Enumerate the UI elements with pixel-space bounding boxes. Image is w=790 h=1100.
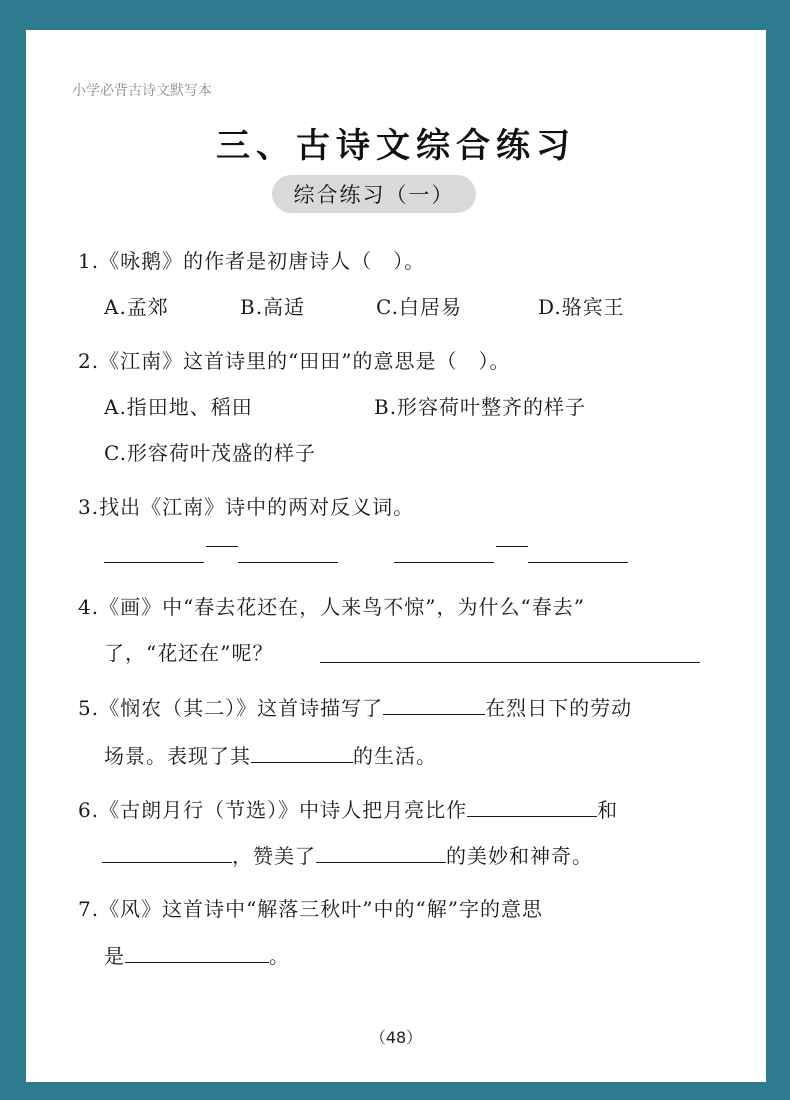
question-6-line-2 [102,842,593,869]
question-7-line-1: 7.《风》这首诗中“解落三秋叶”中的“解”字的意思 [78,897,543,921]
q6-text-3: ，赞美了 [232,844,316,868]
question-3: 3.找出《江南》诗中的两对反义词。 [78,495,415,519]
q5-text-2: 在烈日下的劳动 [485,696,633,720]
q6-text-1: 6.《古朗月行（节选）》中诗人把月亮比作 [78,798,468,822]
q1-option-a: A.孟郊 [104,295,169,319]
book-header: 小学必背古诗文默写本 [72,83,212,99]
question-4-line-1: 4.《画》中“春去花还在，人来鸟不惊”，为什么“春去” [78,595,585,619]
antonym-pair-1-blank-a[interactable] [104,562,204,563]
worksheet-page [26,30,766,1082]
antonym-pair-2-blank-a[interactable] [394,562,494,563]
q2-option-c: C.形容荷叶茂盛的样子 [104,441,316,465]
q7-blank[interactable] [125,942,269,963]
q2-option-b: B.形容荷叶整齐的样子 [374,395,587,419]
q5-text-1: 5.《悯农（其二）》这首诗描写了 [78,696,384,720]
q1-option-d: D.骆宾王 [538,295,625,319]
q6-blank-3[interactable] [316,842,446,863]
q7-text-1: 是 [104,944,125,968]
question-1: 1.《咏鹅》的作者是初唐诗人（ ）。 [78,249,426,273]
q6-blank-2[interactable] [102,842,232,863]
page-number: （48） [369,1028,423,1047]
antonym-pair-2-connector [496,546,528,547]
q5-text-4: 的生活。 [353,744,437,768]
question-5-line-1 [78,694,632,721]
antonym-pair-2-blank-b[interactable] [528,562,628,563]
section-subtitle [272,175,476,213]
question-5-line-2 [104,742,437,769]
page-title: 三、古诗文综合练习 [216,126,576,166]
antonym-pair-1-connector [206,546,238,547]
question-4-line-2: 了，“花还在”呢？ [104,641,274,665]
q6-blank-1[interactable] [467,796,597,817]
section-subtitle-text: 综合练习（一） [293,183,455,207]
q6-text-2: 和 [597,798,619,822]
question-7-line-2 [104,942,290,969]
question-2: 2.《江南》这首诗里的“田田”的意思是（ ）。 [78,349,511,373]
antonym-pair-1-blank-b[interactable] [238,562,338,563]
question-6-line-1 [78,796,618,823]
q5-blank-1[interactable] [383,694,485,715]
q4-answer-blank[interactable] [320,662,700,663]
q5-text-3: 场景。表现了其 [104,744,251,768]
q6-text-4: 的美妙和神奇。 [446,844,593,868]
q2-option-a: A.指田地、稻田 [104,395,253,419]
q7-text-2: 。 [269,944,290,968]
q1-option-b: B.高适 [240,295,306,319]
q1-option-c: C.白居易 [376,295,462,319]
q5-blank-2[interactable] [251,742,353,763]
